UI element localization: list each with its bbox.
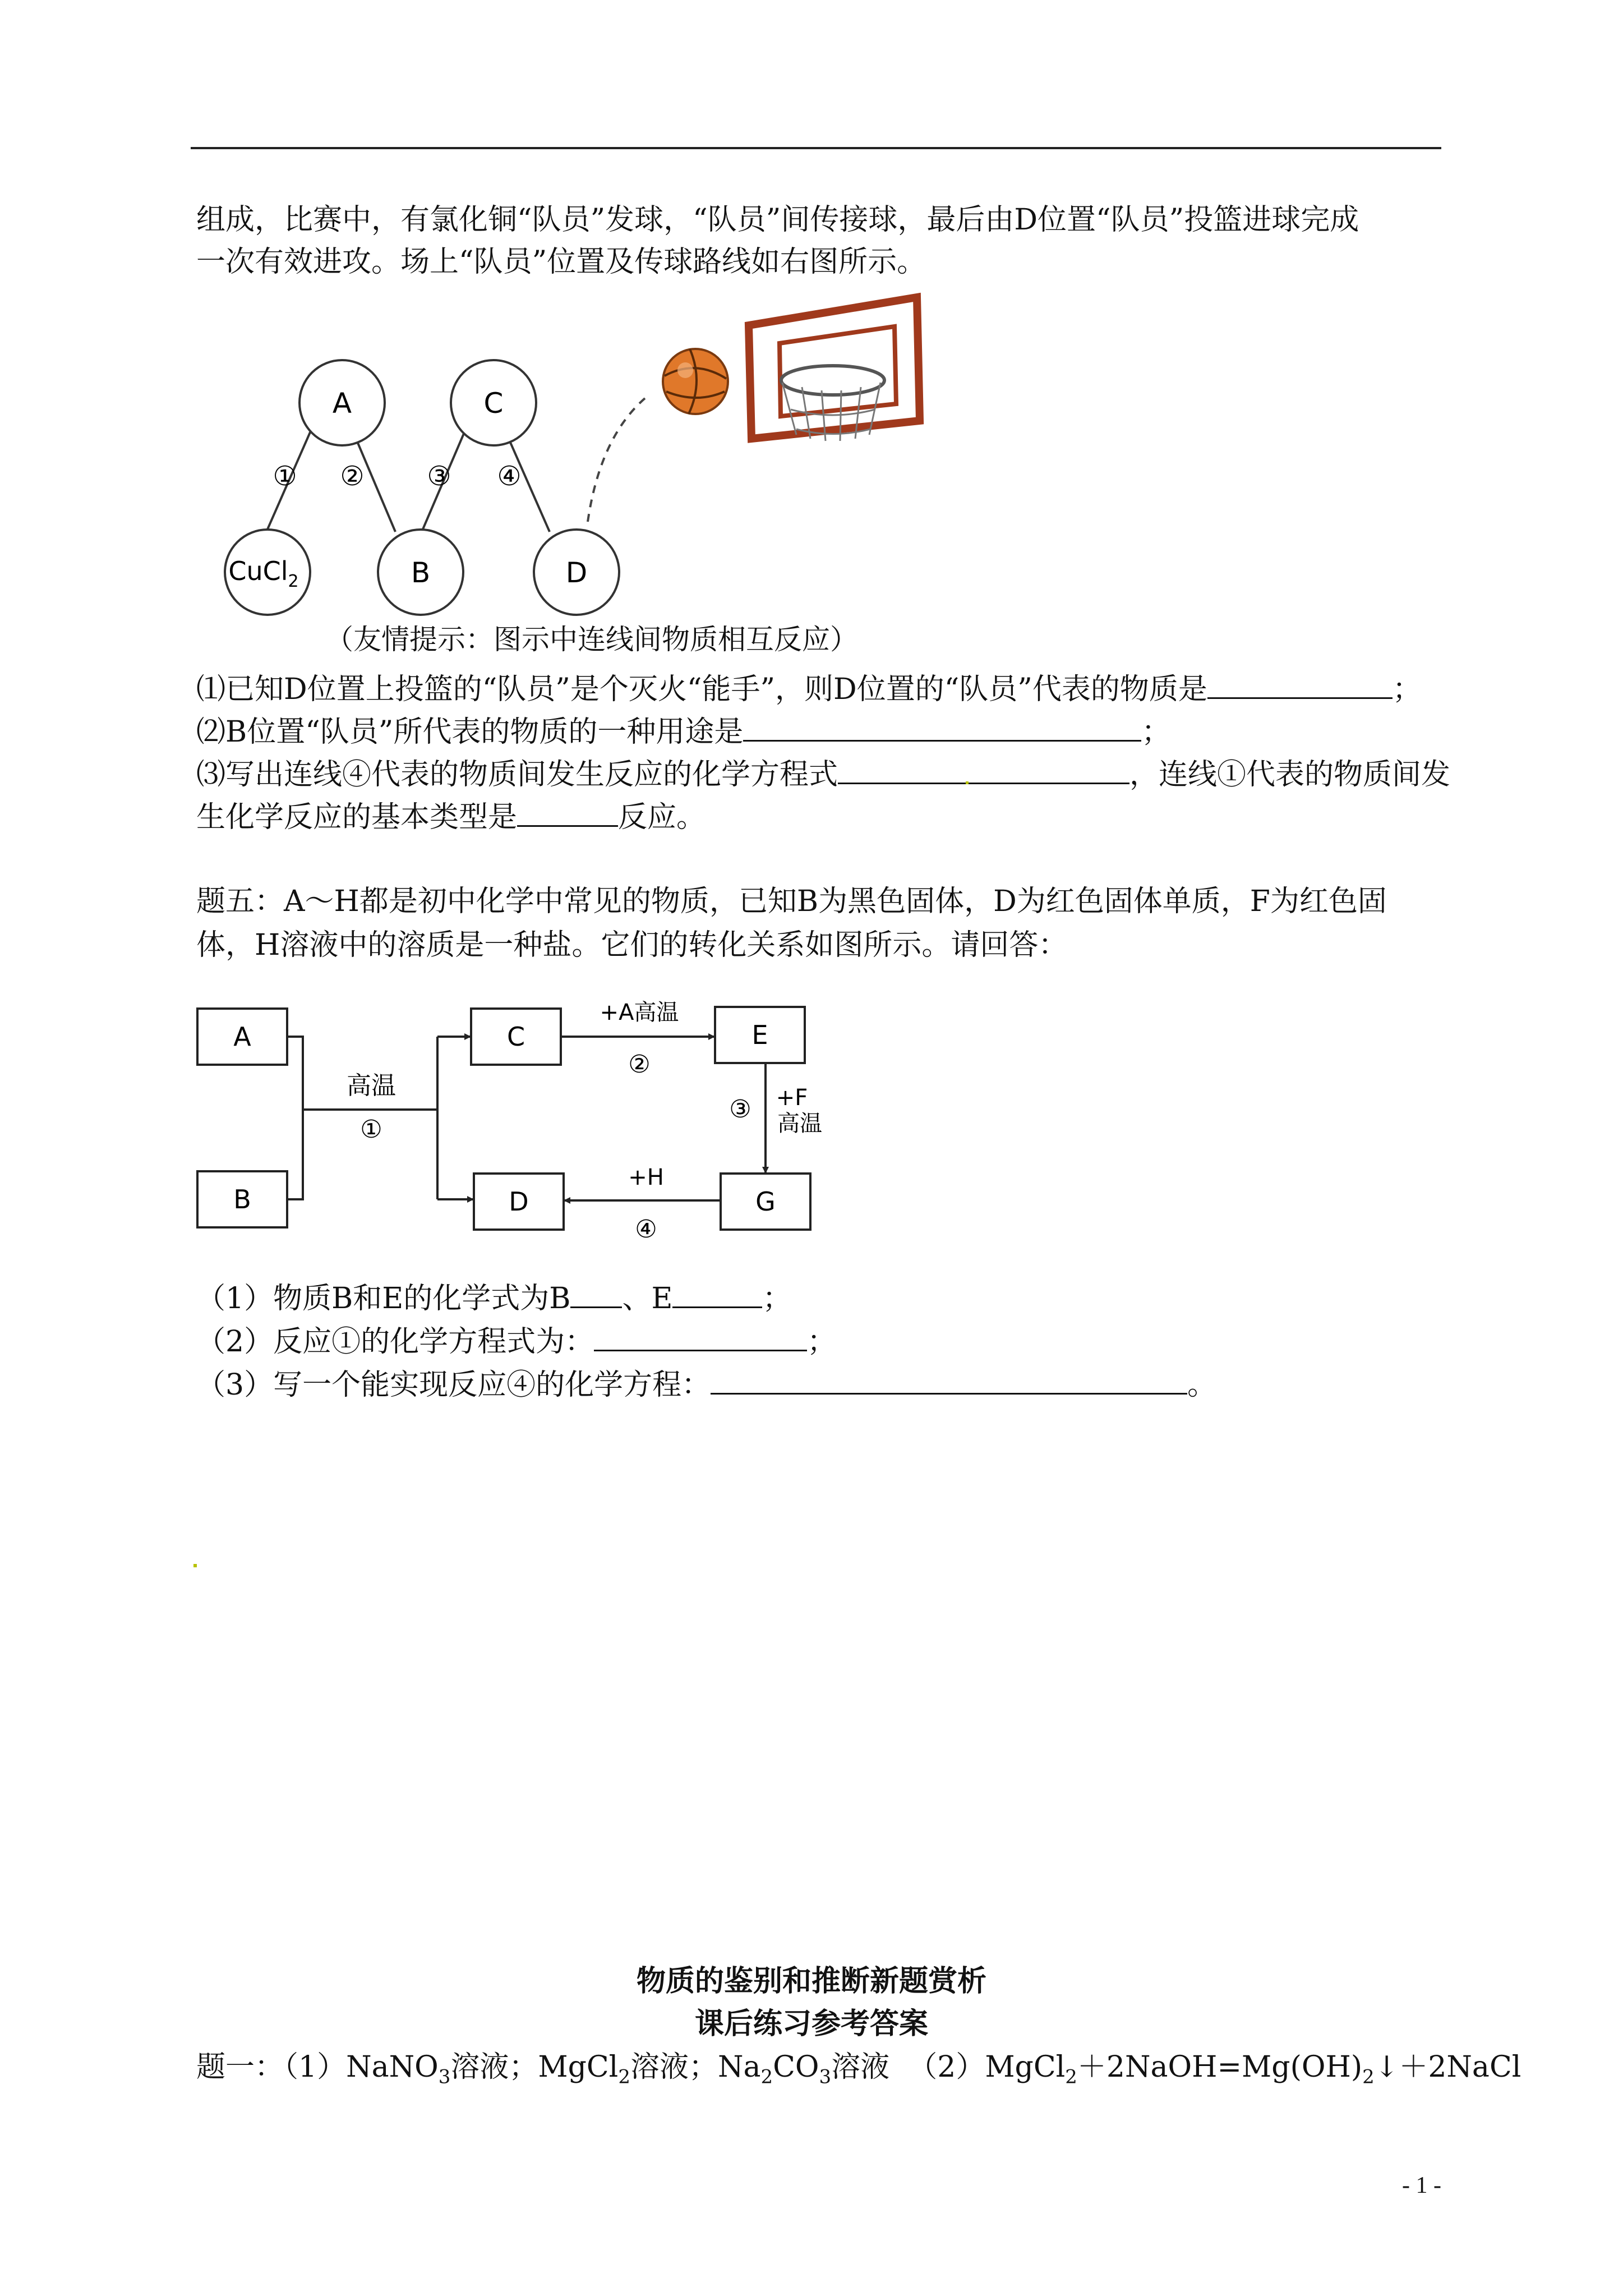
box-e-label: E xyxy=(751,1020,768,1050)
page-number: - 1 - xyxy=(1402,2173,1441,2198)
basket-hoop-icon xyxy=(749,297,920,441)
q4-line-4: 生化学反应的基本类型是 反应。 xyxy=(196,800,706,834)
reaction4-number: ④ xyxy=(635,1215,657,1244)
q5-sub-3: （3）写一个能实现反应④的化学方程： 。 xyxy=(196,1368,1217,1402)
q5-intro-2: 体，H溶液中的溶质是一种盐。它们的转化关系如图所示。请回答： xyxy=(196,928,1068,962)
basketball-icon xyxy=(663,349,728,414)
team-diagram xyxy=(213,292,998,662)
answer-blank-5[interactable] xyxy=(570,1281,622,1308)
reaction2-number: ② xyxy=(628,1050,651,1079)
q4-line-3: ⑶写出连线④代表的物质间发生反应的化学方程式 ，连线①代表的物质间发 xyxy=(196,758,1451,792)
reaction1-bracket xyxy=(287,1037,303,1199)
reaction4-condition: +H xyxy=(628,1165,664,1190)
reaction1-condition: 高温 xyxy=(347,1071,396,1100)
q4-line-2: ⑵B位置“队员”所代表的物质的一种用途是 ； xyxy=(196,715,1171,749)
intro-line-1: 组成，比赛中，有氯化铜“队员”发球，“队员”间传接球，最后由D位置“队员”投篮进球完成 xyxy=(196,203,1359,237)
answer-blank-4[interactable] xyxy=(517,799,618,827)
reaction3-condition-2: 高温 xyxy=(777,1111,822,1137)
link-number-2: ② xyxy=(340,461,365,492)
pass-path xyxy=(588,398,645,522)
link-number-3: ③ xyxy=(427,461,451,492)
intro-line-2: 一次有效进攻。场上“队员”位置及传球路线如右图所示。 xyxy=(196,245,926,279)
header-rule xyxy=(191,147,1441,149)
answer-blank-6[interactable] xyxy=(672,1281,762,1308)
flow-diagram xyxy=(191,987,864,1245)
reaction2-condition: +A高温 xyxy=(600,1000,679,1025)
reaction1-number: ① xyxy=(360,1115,382,1144)
link-number-1: ① xyxy=(273,461,297,492)
q4-line-1: ⑴已知D位置上投篮的“队员”是个灭火“能手”，则D位置的“队员”代表的物质是 ； xyxy=(196,673,1422,706)
answer-blank-1[interactable] xyxy=(1207,671,1393,699)
answers-title: 物质的鉴别和推断新题赏析 xyxy=(636,1964,986,1998)
box-g-label: G xyxy=(755,1186,776,1217)
node-b-label: B xyxy=(411,556,431,589)
stray-dot-2 xyxy=(966,781,969,784)
box-d-label: D xyxy=(509,1186,529,1217)
diagram-tip: （友情提示：图示中连线间物质相互反应） xyxy=(325,623,858,656)
box-b-label: B xyxy=(233,1184,251,1214)
box-a-label: A xyxy=(233,1022,251,1052)
node-a-label: A xyxy=(332,387,352,420)
answer-line-1: 题一：（1）NaNO$_3$溶液；MgCl$_2$溶液；$Na_2CO_3$溶液 $(2)MgCl_2+2NaOH=Mg(OH)_2↓+2NaCl$ xyxy=(196,2050,1521,2088)
answer-blank-8[interactable] xyxy=(711,1367,1187,1395)
q5-sub-1: （1）物质B和E的化学式为B 、E ； xyxy=(196,1282,792,1315)
q5-intro-1: 题五：A～H都是初中化学中常见的物质，已知B为黑色固体，D为红色固体单质，F为红色固 xyxy=(196,885,1387,918)
answer-blank-2[interactable] xyxy=(743,714,1141,742)
node-d-label: D xyxy=(565,556,588,589)
q5-sub-2: （2）反应①的化学方程式为： ； xyxy=(196,1325,837,1359)
answer-blank-7[interactable] xyxy=(594,1324,807,1351)
reaction3-condition-1: +F xyxy=(776,1085,808,1111)
answers-subtitle: 课后练习参考答案 xyxy=(694,2007,928,2041)
answer-blank-3[interactable] xyxy=(838,757,1129,784)
stray-dot xyxy=(193,1564,197,1567)
reaction3-number: ③ xyxy=(729,1095,751,1124)
link-number-4: ④ xyxy=(497,461,522,492)
node-cucl2-label: CuCl$_2$ xyxy=(228,556,299,591)
box-c-label: C xyxy=(506,1022,525,1052)
node-c-label: C xyxy=(483,387,504,420)
